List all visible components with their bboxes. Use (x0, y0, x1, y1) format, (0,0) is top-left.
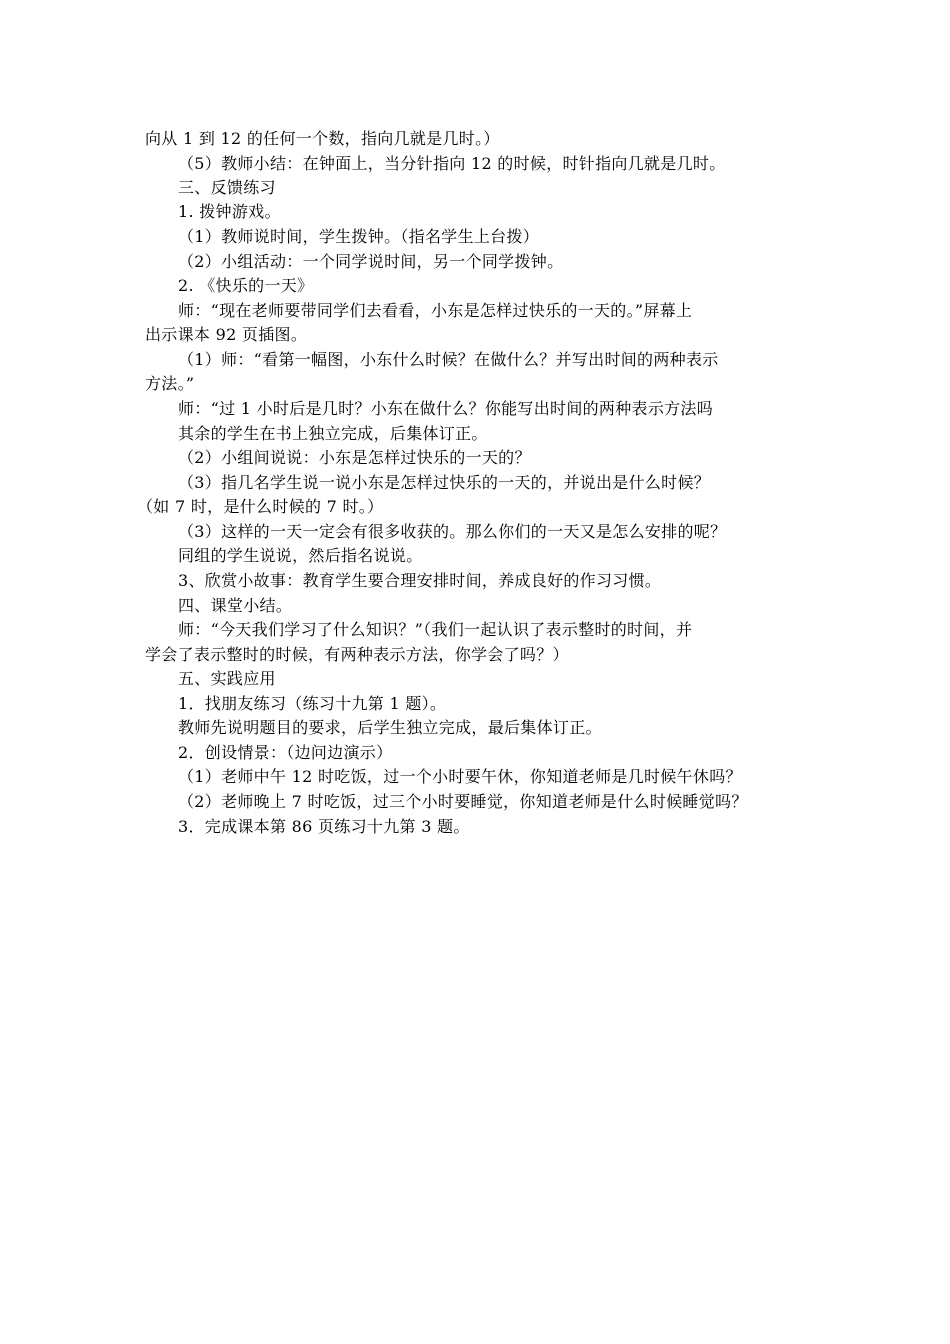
text-line: （如 7 时，是什么时候的 7 时。） (137, 497, 384, 516)
text-line: （2）小组活动：一个同学说时间，另一个同学拨钟。 (178, 252, 564, 271)
section-heading: 三、反馈练习 (178, 178, 276, 197)
text-line: 2．创设情景：（边问边演示） (178, 743, 393, 762)
text-line: 其余的学生在书上独立完成，后集体订正。 (178, 424, 488, 443)
text-line: 1．找朋友练习（练习十九第 1 题）。 (178, 694, 447, 713)
text-line: 教师先说明题目的要求，后学生独立完成，最后集体订正。 (178, 718, 602, 737)
text-line: 3、欣赏小故事：教育学生要合理安排时间，养成良好的作习习惯。 (178, 571, 662, 590)
text-line: 3．完成课本第 86 页练习十九第 3 题。 (178, 817, 470, 836)
text-line: （2）小组间说说：小东是怎样过快乐的一天的？ (178, 448, 531, 467)
text-line: 1. 拨钟游戏。 (178, 202, 281, 221)
text-line: （1）老师中午 12 时吃饭，过一个小时要午休，你知道老师是几时候午休吗？ (178, 767, 742, 786)
text-line: 出示课本 92 页插图。 (145, 325, 308, 344)
section-heading: 五、实践应用 (178, 669, 276, 688)
text-line: 同组的学生说说，然后指名说说。 (178, 546, 423, 565)
section-heading: 四、课堂小结。 (178, 596, 293, 615)
text-line: （3）这样的一天一定会有很多收获的。那么你们的一天又是怎么安排的呢？ (178, 522, 727, 541)
text-line: （1）师：“看第一幅图，小东什么时候？在做什么？并写出时间的两种表示 (178, 350, 719, 369)
text-line: （5）教师小结：在钟面上，当分针指向 12 的时候，时针指向几就是几时。 (178, 154, 726, 173)
text-line: 师：“今天我们学习了什么知识？”（我们一起认识了表示整时的时间，并 (178, 620, 693, 639)
text-line: （3）指几名学生说一说小东是怎样过快乐的一天的，并说出是什么时候？ (178, 473, 711, 492)
text-line: 学会了表示整时的时候，有两种表示方法，你学会了吗？） (145, 645, 569, 664)
text-line: （2）老师晚上 7 时吃饭，过三个小时要睡觉，你知道老师是什么时候睡觉吗？ (178, 792, 748, 811)
text-line: 师：“过 1 小时后是几时？小东在做什么？你能写出时间的两种表示方法吗 (178, 399, 714, 418)
text-line: 2. 《快乐的一天》 (178, 276, 314, 295)
text-line: 师：“现在老师要带同学们去看看，小东是怎样过快乐的一天的。”屏幕上 (178, 301, 693, 320)
text-line: （1）教师说时间，学生拨钟。（指名学生上台拨） (178, 227, 540, 246)
text-line: 方法。” (145, 374, 195, 393)
text-line: 向从 1 到 12 的任何一个数，指向几就是几时。） (145, 129, 500, 148)
